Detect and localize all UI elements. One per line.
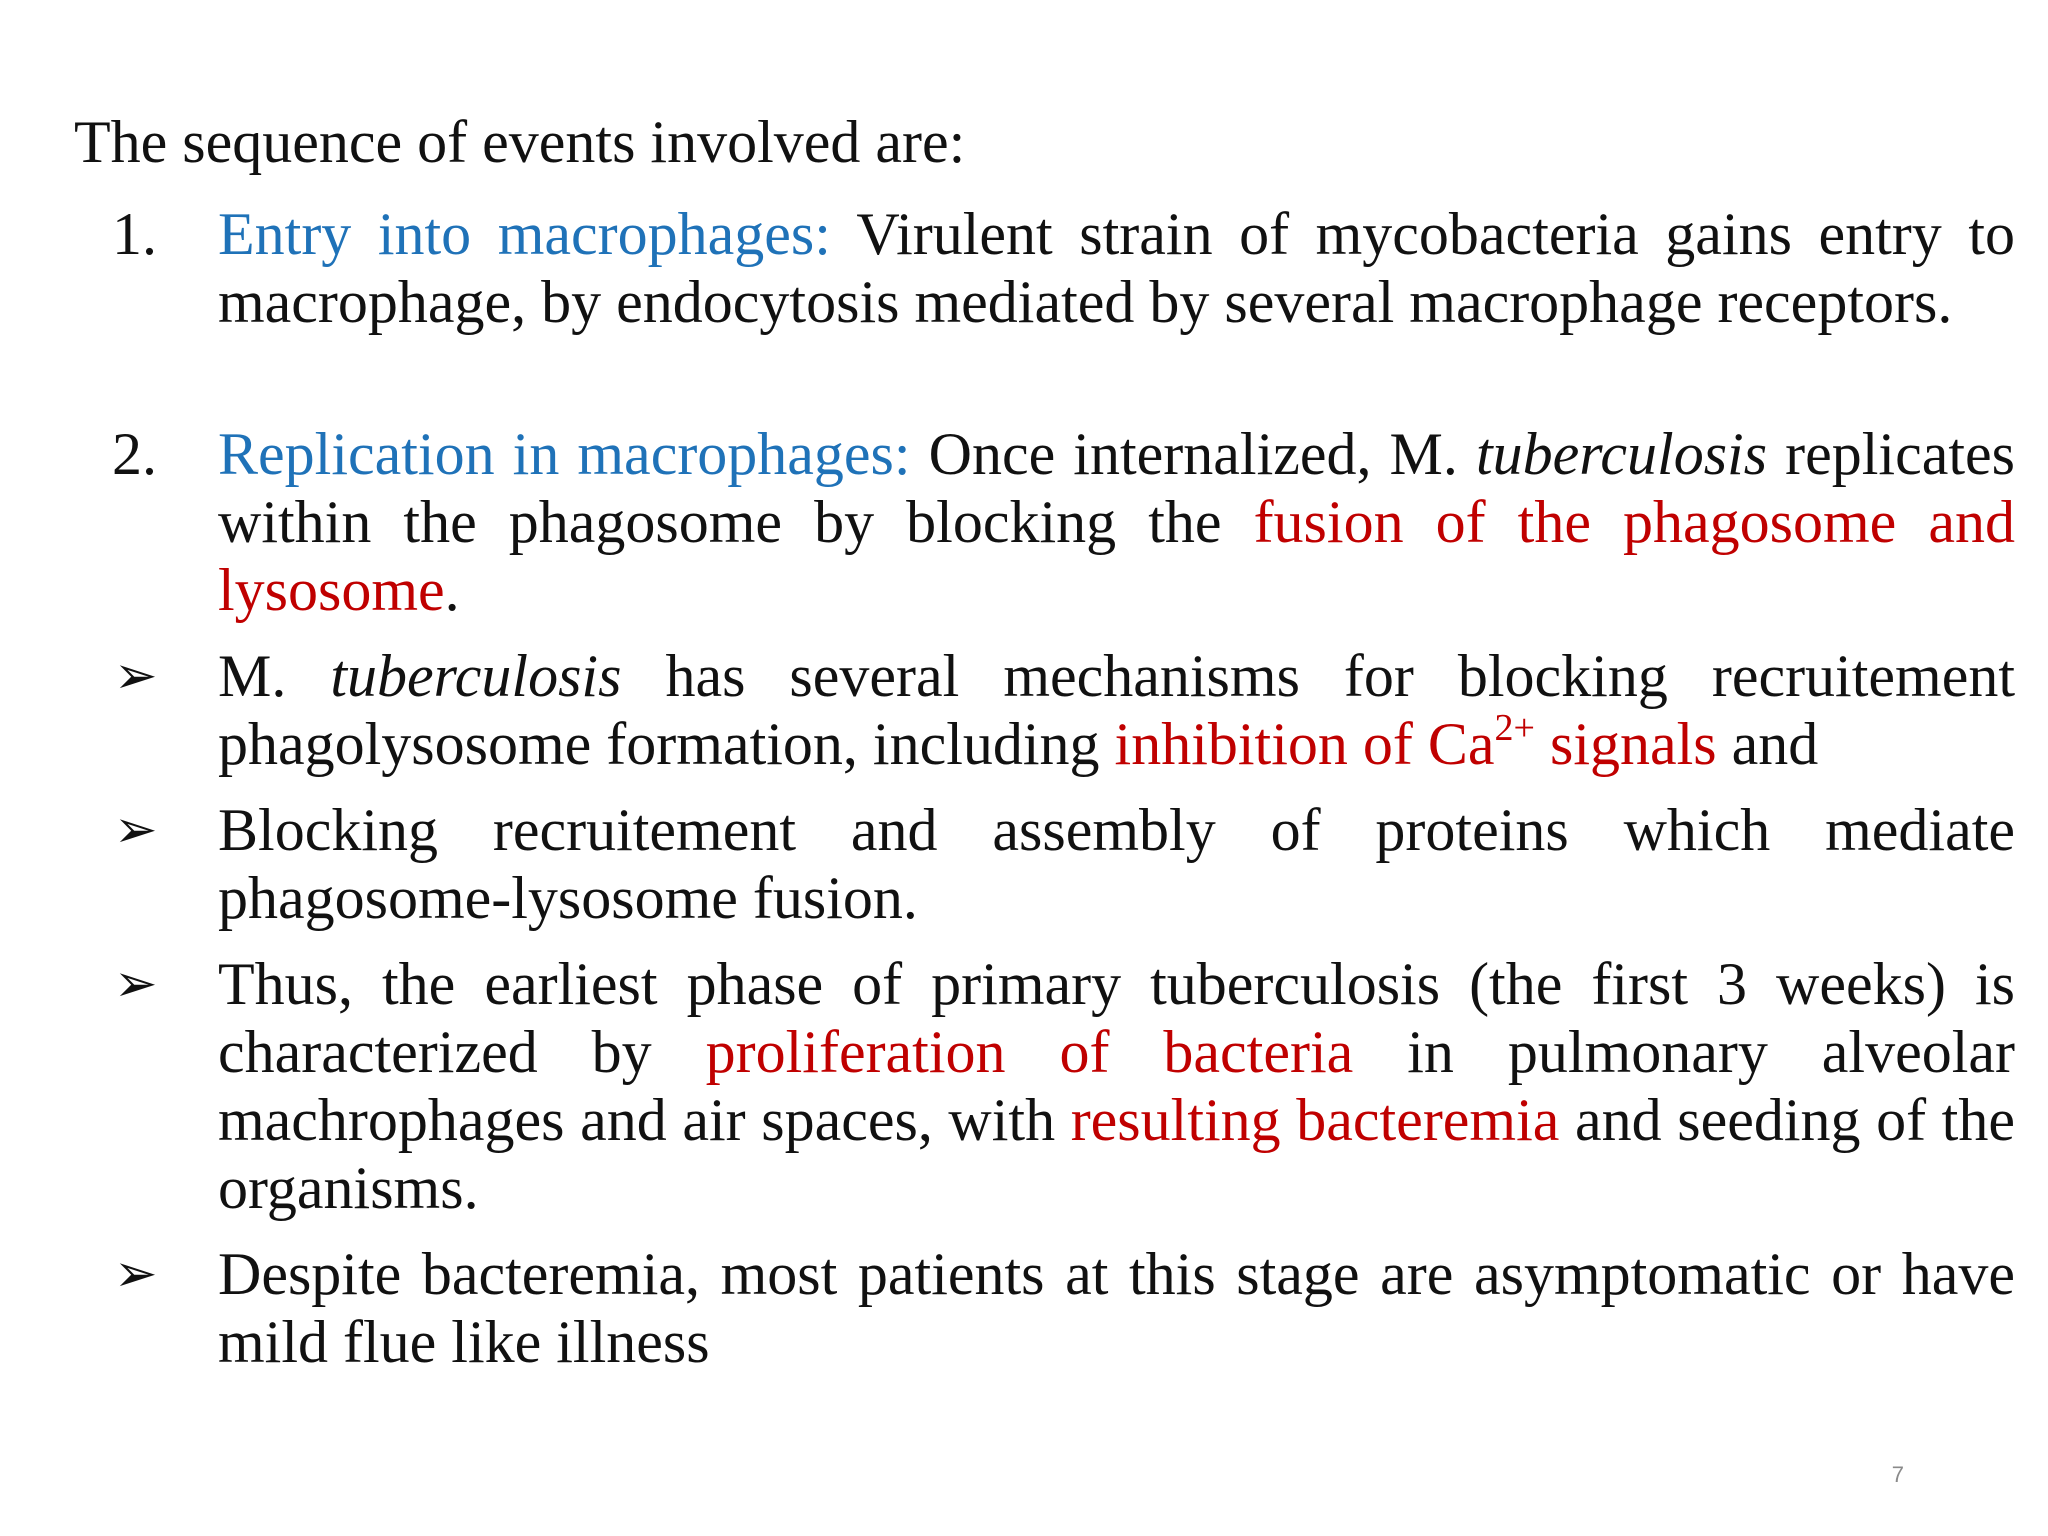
highlight-text: fusion of the phagosome and lysosome bbox=[218, 489, 2015, 623]
item-body: Once internalized, M. bbox=[910, 421, 1476, 487]
item-body: Virulent strain of mycobacteria gains entry to macrophage, by endocytosis mediated by several macrophage receptors. bbox=[218, 201, 2015, 335]
bullet-body: M. bbox=[218, 643, 331, 709]
bullet-text: Blocking recruitement and assembly of proteins which mediate phagosome-lysosome fusion. bbox=[218, 797, 2015, 931]
highlight-text: signals bbox=[1534, 711, 1717, 777]
bullet-text bbox=[218, 642, 2015, 778]
bullet-text bbox=[218, 950, 2015, 1222]
item-body: replicates within the phagosome by blocking the bbox=[218, 421, 2015, 555]
highlight-text: resulting bacteremia bbox=[1070, 1087, 1560, 1153]
species-name: tuberculosis bbox=[1475, 421, 1768, 487]
bullet-body: Thus, the earliest phase of primary tuberculosis (the first 3 weeks) is characterized by bbox=[218, 951, 2015, 1085]
list-item-text bbox=[218, 420, 2015, 624]
bullet-body: and bbox=[1716, 711, 1819, 777]
arrow-bullet-icon: ➢ bbox=[114, 646, 158, 706]
item-label: Replication in macrophages: bbox=[218, 421, 911, 487]
species-name: tuberculosis bbox=[330, 643, 622, 709]
list-number: 2. bbox=[112, 421, 157, 487]
bullet-text: Despite bacteremia, most patients at this stage are asymptomatic or have mild flue like illness bbox=[218, 1241, 2015, 1375]
highlight-text: proliferation of bacteria bbox=[705, 1019, 1354, 1085]
item-body: . bbox=[444, 557, 460, 623]
bullet-body: and seeding of the organisms. bbox=[218, 1087, 2015, 1221]
arrow-bullet-icon: ➢ bbox=[114, 800, 158, 860]
superscript-charge: 2+ bbox=[1494, 707, 1535, 749]
arrow-bullet-icon: ➢ bbox=[114, 954, 158, 1014]
highlight-text: inhibition of Ca bbox=[1114, 711, 1495, 777]
item-label: Entry into macrophages: bbox=[218, 201, 831, 267]
bullet-body: has several mechanisms for blocking recruitement phagolysosome formation, including bbox=[218, 643, 2015, 777]
intro-heading: The sequence of events involved are: bbox=[74, 109, 966, 175]
arrow-bullet-icon: ➢ bbox=[114, 1244, 158, 1304]
page-number: 7 bbox=[1891, 1462, 1904, 1487]
list-item-text bbox=[218, 200, 2015, 336]
bullet-body: in pulmonary alveolar machrophages and air spaces, with bbox=[218, 1019, 2015, 1153]
list-number: 1. bbox=[112, 201, 157, 267]
